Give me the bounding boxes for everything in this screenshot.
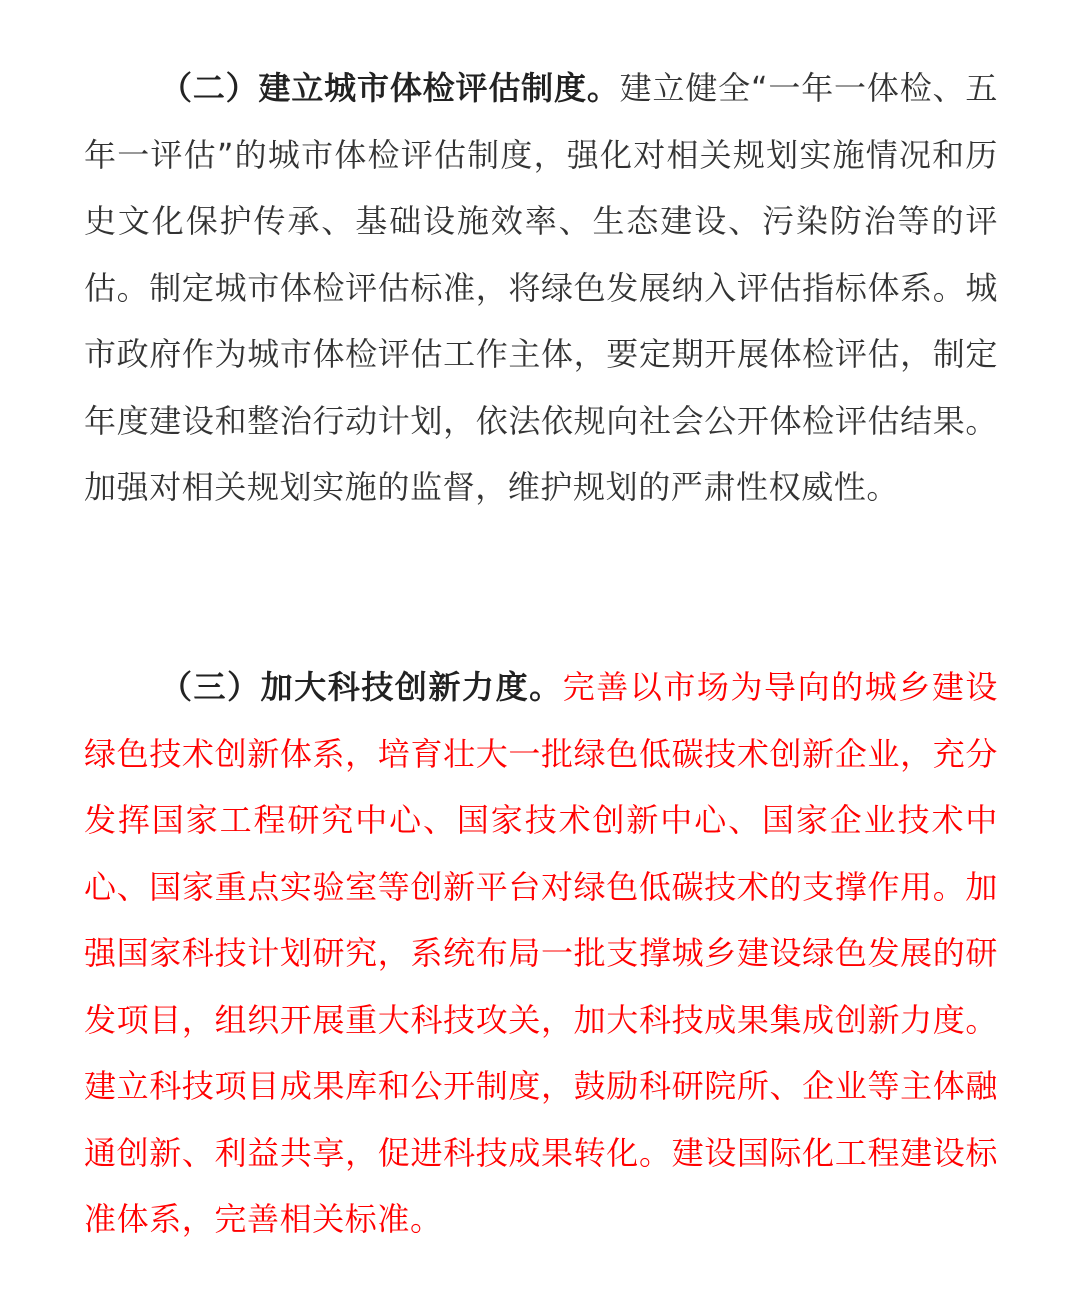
section-three-paragraph <box>84 654 998 1253</box>
section-two-text: 建立健全“一年一体检、五年一评估”的城市体检评估制度，强化对相关规划实施情况和历史文化保护传承、基础设施效率、生态建设、污染防治等的评估。制定城市体检评估标准，将绿色发展纳入评估指标体系。城市政府作为城市体检评估工作主体，要定期开展体检评估，制定年度建设和整治行动计划，依法依规向社会公开体检评估结果。加强对相关规划实施的监督，维护规划的严肃性权威性。 <box>84 69 998 506</box>
section-three-text: 完善以市场为导向的城乡建设绿色技术创新体系，培育壮大一批绿色低碳技术创新企业，充分发挥国家工程研究中心、国家技术创新中心、国家企业技术中心、国家重点实验室等创新平台对绿色低碳技术的支撑作用。加强国家科技计划研究，系统布局一批支撑城乡建设绿色发展的研发项目，组织开展重大科技攻关，加大科技成果集成创新力度。建立科技项目成果库和公开制度，鼓励科研院所、企业等主体融通创新、利益共享，促进科技成果转化。建设国际化工程建设标准体系，完善相关标准。 <box>84 668 998 1238</box>
section-two-heading: （二）建立城市体检评估制度。 <box>160 69 620 107</box>
section-two-paragraph <box>84 55 998 521</box>
section-three-heading: （三）加大科技创新力度。 <box>160 668 563 706</box>
